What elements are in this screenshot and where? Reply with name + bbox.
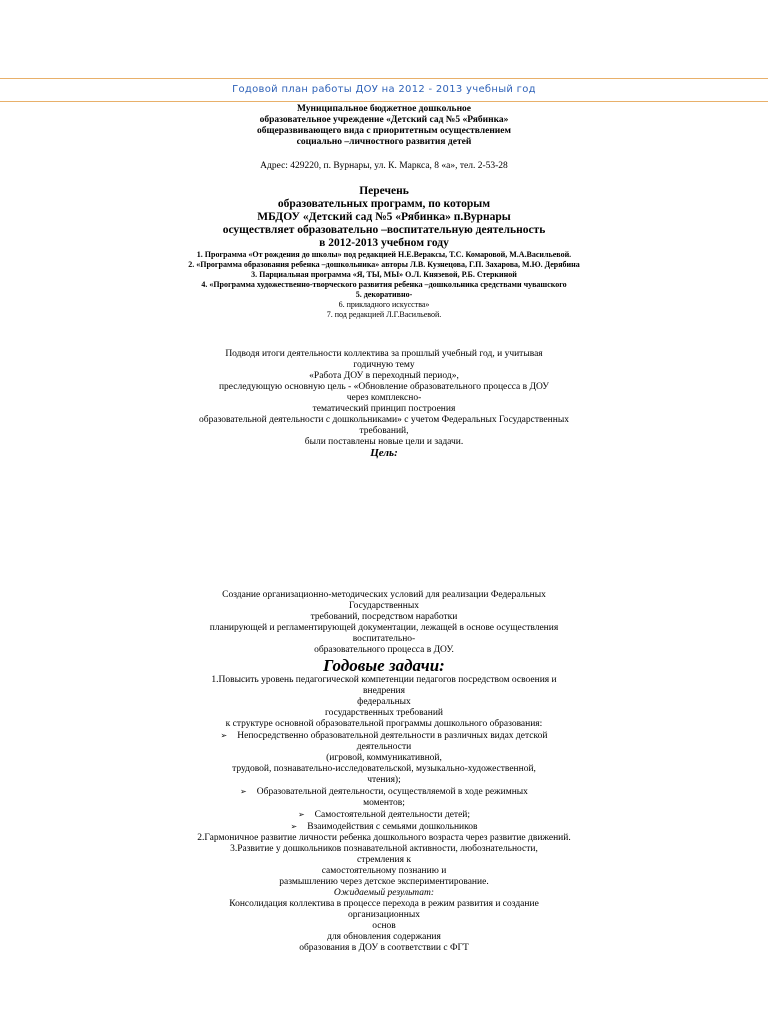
task-line: внедрения: [363, 686, 405, 696]
arrow-bullet-icon: ➢: [240, 787, 247, 796]
goal-line: планирующей и регламентирующей документации, лежащей в основе осуществления: [209, 623, 559, 633]
document-body: [0, 104, 768, 954]
program-item: 2. «Программа образования ребенка –дошкольника» авторы Л.В. Кузнецова, Г.П. Захарова, М.Ю. Дерябина: [188, 260, 580, 269]
goal-line: Создание организационно-методических условий для реализации Федеральных: [222, 590, 546, 600]
intro-line: требований,: [359, 426, 409, 436]
expected-result-label: Ожидаемый результат:: [333, 888, 435, 898]
bullet-item: ➢ Образовательной деятельности, осуществляемой в ходе режимных: [240, 787, 528, 797]
task-line: 1.Повысить уровень педагогической компетенции педагогов посредством освоения и: [211, 675, 557, 685]
annual-tasks: [0, 675, 768, 954]
bullet-line: (игровой, коммуникативной,: [326, 753, 442, 763]
organization-block: [0, 104, 768, 148]
task-line: стремления к: [357, 855, 411, 865]
intro-line: «Работа ДОУ в переходный период»,: [309, 371, 459, 381]
task-line: федеральных: [357, 697, 411, 707]
intro-line: были поставлены новые цели и задачи.: [304, 437, 464, 447]
goal-line: образовательного процесса в ДОУ.: [314, 645, 454, 655]
heading-line: образовательных программ, по которым: [277, 198, 491, 210]
task-line: 2.Гармоничное развитие личности ребенка дошкольного возраста через развитие движений.: [197, 833, 571, 843]
intro-line: через комплексно-: [346, 393, 422, 403]
heading-line: осуществляет образовательно –воспитательную деятельность: [222, 224, 546, 236]
goal-line: Государственных: [348, 601, 419, 611]
intro-line: преследующую основную цель - «Обновление образовательного процесса в ДОУ: [218, 382, 550, 392]
annual-tasks-title: Годовые задачи:: [323, 656, 445, 675]
org-line: образовательное учреждение «Детский сад №5 «Рябинка»: [259, 115, 509, 125]
intro-line: годичную тему: [353, 360, 415, 370]
program-item: 7. под редакцией Л.Г.Васильевой.: [326, 310, 442, 319]
bullet-item: ➢ Непосредственно образовательной деятельности в различных видах детской: [220, 731, 548, 741]
bullet-line: трудовой, познавательно-исследовательской, музыкально-художественной,: [232, 764, 536, 774]
program-item: 4. «Программа художественно-творческого развития ребенка –дошкольника средствами чувашского: [201, 280, 567, 289]
expected-line: для обновления содержания: [327, 932, 441, 942]
bullet-item: ➢ Самостоятельной деятельности детей;: [297, 810, 471, 820]
task-line: 3.Развитие у дошкольников познавательной активности, любознательности,: [230, 844, 538, 854]
task-line: государственных требований: [324, 708, 444, 718]
expected-line: основ: [372, 921, 396, 931]
heading-line: Перечень: [359, 185, 409, 197]
expected-line: организационных: [348, 910, 420, 920]
task-line: размышлению через детское экспериментирование.: [279, 877, 489, 887]
goal-label: Цель:: [370, 447, 398, 459]
program-item: 1. Программа «От рождения до школы» под редакцией Н.Е.Вераксы, Т.С. Комаровой, М.А.Васильевой.: [196, 250, 572, 259]
goal-text: [0, 590, 768, 656]
title-rule: [0, 101, 768, 102]
expected-line: Консолидация коллектива в процессе перехода в режим развития и создание: [229, 899, 539, 909]
programs-list: [0, 250, 768, 320]
goal-line: требований, посредством наработки: [310, 612, 458, 622]
intro-line: образовательной деятельности с дошкольниками» с учетом Федеральных Государственных: [199, 415, 569, 425]
bullet-line: моментов;: [363, 798, 405, 808]
expected-line: образования в ДОУ в соответствии с ФГТ: [299, 943, 469, 953]
document-title[interactable]: Годовой план работы ДОУ на 2012 - 2013 учебный год: [232, 84, 536, 95]
bullet-line: чтения);: [367, 775, 401, 785]
programs-heading: [0, 185, 768, 250]
org-line: социально –личностного развития детей: [296, 137, 472, 147]
task-line: к структуре основной образовательной программы дошкольного образования:: [225, 719, 543, 729]
program-item: 3. Парциальная программа «Я, ТЫ, МЫ» О.Л. Князевой, Р.Б. Стеркиной: [251, 270, 517, 279]
intro-paragraph: [0, 349, 768, 459]
top-rule: [0, 78, 768, 79]
bullet-item: ➢ Взаимодействия с семьями дошкольников: [290, 822, 478, 832]
org-line: общеразвивающего вида с приоритетным осуществлением: [257, 126, 511, 136]
address: Адрес: 429220, п. Вурнары, ул. К. Маркса, 8 «а», тел. 2-53-28: [260, 161, 508, 171]
arrow-bullet-icon: ➢: [220, 731, 228, 740]
arrow-bullet-icon: ➢: [297, 810, 305, 819]
bullet-line: деятельности: [356, 742, 412, 752]
program-item: 5. декоративно-: [355, 290, 413, 299]
org-line: Муниципальное бюджетное дошкольное: [296, 104, 472, 114]
heading-line: в 2012-2013 учебном году: [319, 237, 449, 249]
arrow-bullet-icon: ➢: [290, 822, 298, 831]
task-line: самостоятельному познанию и: [321, 866, 447, 876]
intro-line: тематический принцип построения: [312, 404, 456, 414]
heading-line: МБДОУ «Детский сад №5 «Рябинка» п.Вурнары: [257, 211, 511, 223]
intro-line: Подводя итоги деятельности коллектива за прошлый учебный год, и учитывая: [225, 349, 543, 359]
goal-line: воспитательно-: [352, 634, 416, 644]
program-item: 6. прикладного искусства»: [338, 300, 430, 309]
